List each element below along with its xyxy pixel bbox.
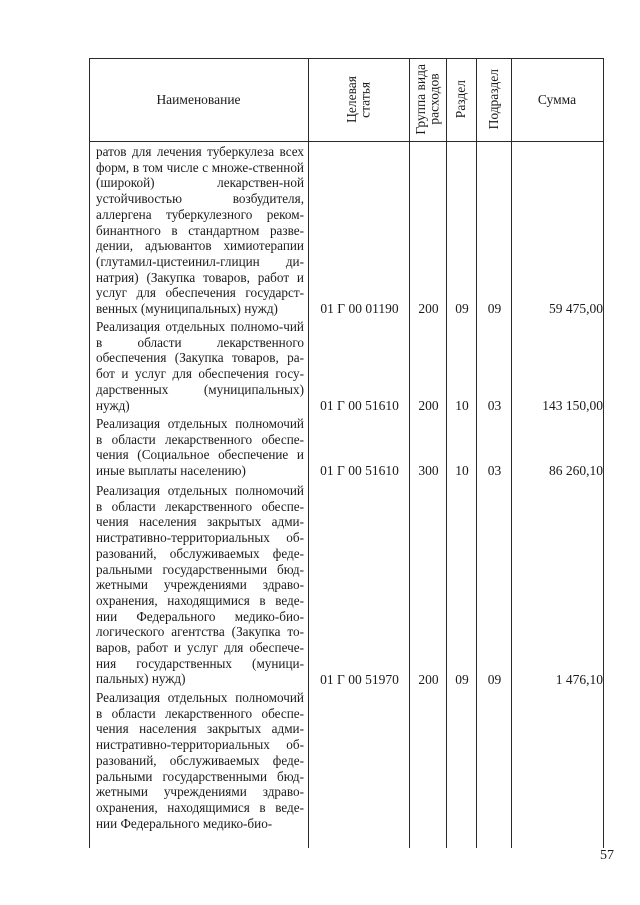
row-3-name: Реализация отдельных полномочий в области лекарственного обеспе-чения населения закрытых адми-нистративно-территориальных об-разований, обслуживаемых феде-ральными государственными бюд-жетными учреждениями здраво-охранения, находящимися в веде-нии Федерального медико-био-логического агентства (Закупка то-варов, работ и услуг для обеспече-ния государственных (муници-пальных) нужд) <box>96 483 304 687</box>
header-subsection-text: Подраздел <box>485 69 501 130</box>
row-1-section: 10 <box>455 398 469 413</box>
table-col-border-3 <box>446 58 447 848</box>
table-header-bottom-border <box>89 141 604 142</box>
row-3-amount: 1 476,10 <box>555 672 603 687</box>
row-0-expense-group: 200 <box>418 301 439 316</box>
row-2-subsection: 03 <box>487 463 502 478</box>
row-2-target-article: 01 Г 00 51610 <box>320 463 399 478</box>
header-expense-group-text: Группа вида расходов <box>413 64 442 135</box>
row-1-name: Реализация отдельных полномо-чий в области лекарственного обеспечения (Закупка товаров, ра-бот и услуг для обеспечения госу-дарственных (муниципальных) нужд) <box>96 319 304 413</box>
header-amount <box>511 58 603 141</box>
table-col-border-2 <box>409 58 410 848</box>
row-0-amount: 59 475,00 <box>549 301 603 316</box>
row-1-subsection: 03 <box>487 398 502 413</box>
row-1-amount: 143 150,00 <box>542 398 603 413</box>
header-target-article <box>308 58 409 141</box>
row-2-expense-group: 300 <box>418 463 439 478</box>
row-3-subsection: 09 <box>487 672 502 687</box>
header-name <box>89 58 308 141</box>
table-col-border-6 <box>603 58 604 848</box>
row-1-expense-group: 200 <box>418 398 439 413</box>
row-2-amount: 86 260,10 <box>549 463 603 478</box>
header-section <box>446 58 476 141</box>
row-2-section: 10 <box>455 463 469 478</box>
table-col-border-1 <box>308 58 309 848</box>
row-3-target-article: 01 Г 00 51970 <box>320 672 399 687</box>
row-2-name: Реализация отдельных полномочий в области лекарственного обеспе-чения (Социальное обеспечение и иные выплаты населению) <box>96 416 304 479</box>
row-3-section: 09 <box>455 672 469 687</box>
header-expense-group <box>409 58 446 141</box>
header-target-article-text: Целевая статья <box>344 76 373 123</box>
header-section-text: Раздел <box>453 80 469 119</box>
row-4-name: Реализация отдельных полномочий в области лекарственного обеспе-чения населения закрытых адми-нистративно-территориальных об-разований, обслуживаемых феде-ральными государственными бюд-жетными учреждениями здраво-охранения, находящимися в веде-нии Федерального медико-био- <box>96 690 304 831</box>
header-name-text: Наименование <box>156 91 241 107</box>
row-1-target-article: 01 Г 00 51610 <box>320 398 399 413</box>
page-number: 57 <box>600 848 614 863</box>
table-col-border-0 <box>89 58 90 848</box>
table-col-border-5 <box>511 58 512 848</box>
header-amount-text: Сумма <box>537 91 577 107</box>
row-3-expense-group: 200 <box>418 672 439 687</box>
row-0-name: ратов для лечения туберкулеза всех форм, в том числе с множе-ственной (широкой) лекарствен-ной устойчивостью возбудителя, аллергена туберкулезного реком-бинантного в стандартном разве-дении, адъювантов химиотерапии (глутамил-цистеинил-глицин ди-натрия) (Закупка товаров, работ и услуг для обеспечения государст-венных (муниципальных) нужд) <box>96 144 304 317</box>
row-0-section: 09 <box>455 301 469 316</box>
header-subsection <box>476 58 511 141</box>
table-col-border-4 <box>476 58 477 848</box>
row-0-subsection: 09 <box>487 301 502 316</box>
row-0-target-article: 01 Г 00 01190 <box>320 301 399 316</box>
